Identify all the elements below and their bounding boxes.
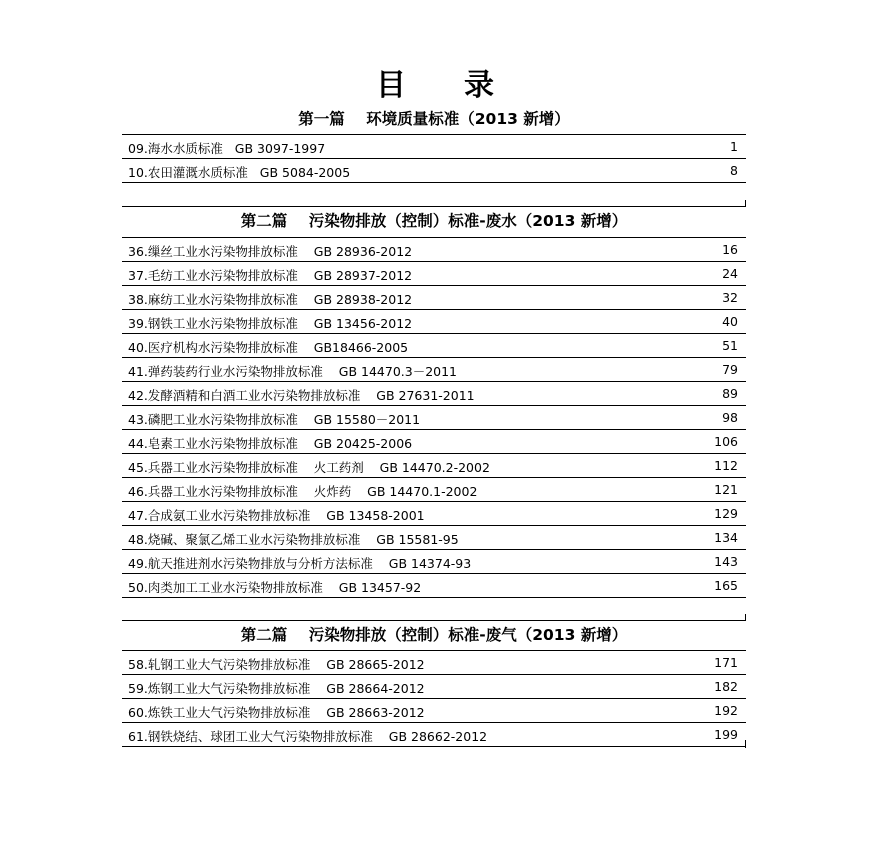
toc-entry-page: 98 — [722, 410, 738, 425]
section-top-rule — [122, 206, 746, 207]
toc-entry-page: 112 — [714, 458, 738, 473]
toc-entry[interactable] — [122, 723, 746, 747]
toc-entry[interactable] — [122, 478, 746, 502]
corner-mark — [745, 200, 746, 207]
toc-entry-title: 09.海水水质标准 GB 3097-1997 — [128, 141, 326, 156]
section-1-list — [122, 135, 746, 183]
toc-entry-page: 1 — [730, 139, 738, 154]
toc-entry-page: 129 — [714, 506, 738, 521]
toc-entry-page: 40 — [722, 314, 738, 329]
toc-entry-title: 45.兵器工业水污染物排放标准 火工药剂 GB 14470.2-2002 — [128, 460, 490, 475]
toc-entry-page: 182 — [714, 679, 738, 694]
toc-entry-page: 106 — [714, 434, 738, 449]
toc-entry[interactable] — [122, 238, 746, 262]
toc-entry-page: 134 — [714, 530, 738, 545]
toc-entry-page: 79 — [722, 362, 738, 377]
toc-entry-page: 165 — [714, 578, 738, 593]
toc-entry[interactable] — [122, 502, 746, 526]
section-2-list — [122, 238, 746, 598]
toc-entry[interactable] — [122, 382, 746, 406]
toc-entry-page: 51 — [722, 338, 738, 353]
toc-entry-title: 46.兵器工业水污染物排放标准 火炸药 GB 14470.1-2002 — [128, 484, 478, 499]
toc-entry[interactable] — [122, 550, 746, 574]
toc-entry-title: 44.皂素工业水污染物排放标准 GB 20425-2006 — [128, 436, 413, 451]
toc-entry-page: 199 — [714, 727, 738, 742]
toc-entry-title: 36.缫丝工业水污染物排放标准 GB 28936-2012 — [128, 244, 413, 259]
toc-entry[interactable] — [122, 159, 746, 183]
toc-entry-title: 39.钢铁工业水污染物排放标准 GB 13456-2012 — [128, 316, 413, 331]
toc-entry[interactable] — [122, 406, 746, 430]
toc-entry-page: 121 — [714, 482, 738, 497]
toc-entry[interactable] — [122, 454, 746, 478]
toc-entry[interactable] — [122, 699, 746, 723]
toc-entry[interactable] — [122, 135, 746, 159]
toc-entry[interactable] — [122, 334, 746, 358]
toc-entry-page: 8 — [730, 163, 738, 178]
toc-entry[interactable] — [122, 358, 746, 382]
toc-entry-title: 37.毛纺工业水污染物排放标准 GB 28937-2012 — [128, 268, 413, 283]
section-heading-3: 第二篇 污染物排放（控制）标准-废气（2013 新增） — [240, 626, 628, 644]
toc-entry-title: 48.烧碱、聚氯乙烯工业水污染物排放标准 GB 15581-95 — [128, 532, 459, 547]
toc-entry[interactable] — [122, 430, 746, 454]
toc-entry-page: 171 — [714, 655, 738, 670]
toc-entry[interactable] — [122, 651, 746, 675]
toc-entry[interactable] — [122, 675, 746, 699]
toc-entry-title: 41.弹药装药行业水污染物排放标准 GB 14470.3－2011 — [128, 364, 458, 379]
toc-entry-title: 49.航天推进剂水污染物排放与分析方法标准 GB 14374-93 — [128, 556, 472, 571]
corner-mark — [745, 614, 746, 621]
toc-entry-page: 24 — [722, 266, 738, 281]
toc-entry-title: 47.合成氨工业水污染物排放标准 GB 13458-2001 — [128, 508, 425, 523]
toc-entry-title: 40.医疗机构水污染物排放标准 GB18466-2005 — [128, 340, 409, 355]
toc-entry-title: 43.磷肥工业水污染物排放标准 GB 15580－2011 — [128, 412, 421, 427]
section-heading-2: 第二篇 污染物排放（控制）标准-废水（2013 新增） — [240, 212, 628, 230]
toc-entry[interactable] — [122, 574, 746, 598]
toc-entry[interactable] — [122, 262, 746, 286]
toc-entry-title: 50.肉类加工工业水污染物排放标准 GB 13457-92 — [128, 580, 422, 595]
toc-entry-title: 60.炼铁工业大气污染物排放标准 GB 28663-2012 — [128, 705, 425, 720]
toc-entry-title: 58.轧钢工业大气污染物排放标准 GB 28665-2012 — [128, 657, 425, 672]
page-title: 目录 — [376, 68, 552, 103]
section-top-rule — [122, 620, 746, 621]
toc-entry-title: 59.炼钢工业大气污染物排放标准 GB 28664-2012 — [128, 681, 425, 696]
toc-entry-page: 89 — [722, 386, 738, 401]
section-3-list — [122, 651, 746, 747]
corner-mark — [745, 740, 746, 748]
toc-entry-page: 32 — [722, 290, 738, 305]
toc-entry[interactable] — [122, 286, 746, 310]
toc-entry-page: 16 — [722, 242, 738, 257]
section-heading-1: 第一篇 环境质量标准（2013 新增） — [298, 110, 570, 128]
toc-entry-title: 61.钢铁烧结、球团工业大气污染物排放标准 GB 28662-2012 — [128, 729, 488, 744]
toc-entry-page: 143 — [714, 554, 738, 569]
toc-entry-title: 38.麻纺工业水污染物排放标准 GB 28938-2012 — [128, 292, 413, 307]
toc-entry[interactable] — [122, 526, 746, 550]
toc-entry-title: 10.农田灌溉水质标准 GB 5084-2005 — [128, 165, 351, 180]
toc-entry-title: 42.发酵酒精和白酒工业水污染物排放标准 GB 27631-2011 — [128, 388, 475, 403]
toc-entry-page: 192 — [714, 703, 738, 718]
toc-entry[interactable] — [122, 310, 746, 334]
